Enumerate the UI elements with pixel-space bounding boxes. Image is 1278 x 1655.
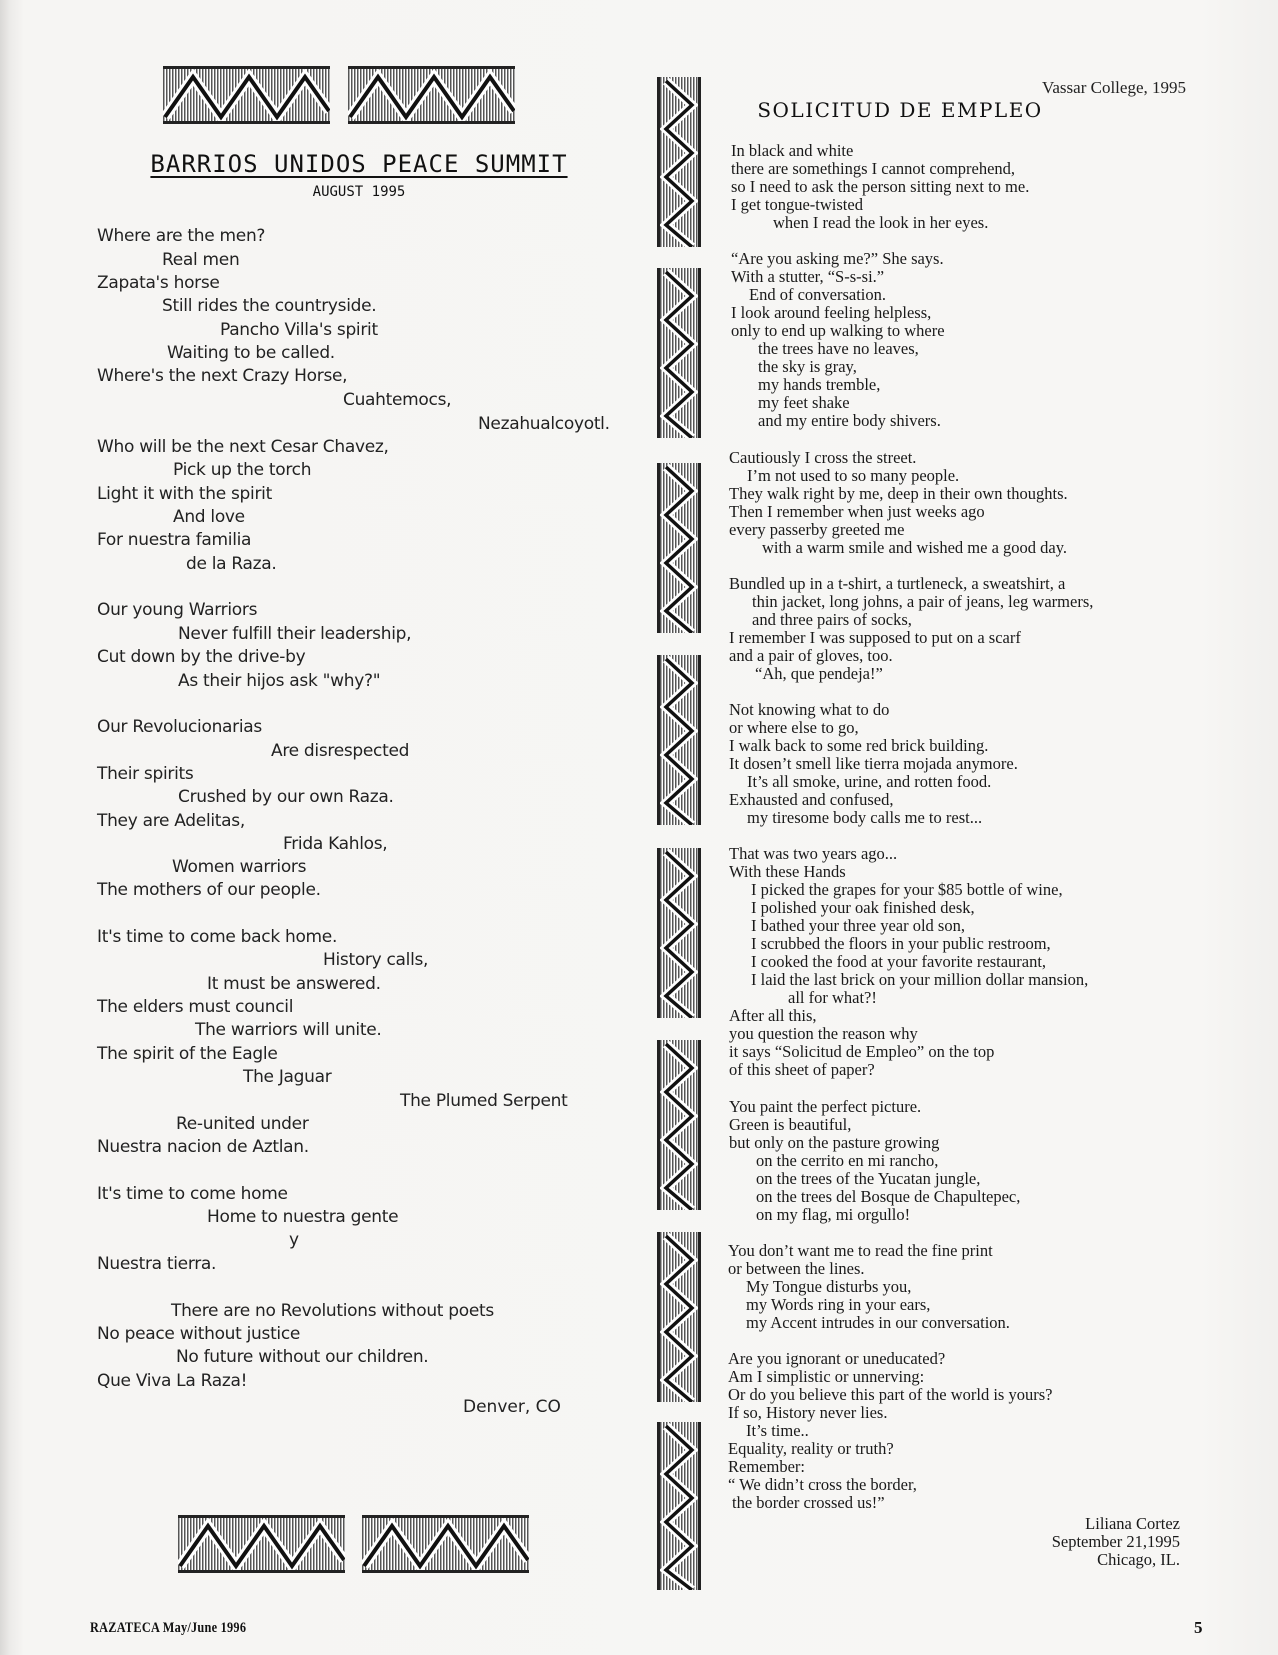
poem-line: History calls, xyxy=(323,950,429,970)
poem-line: Their spirits xyxy=(97,764,194,784)
poem-line: It's time to come back home. xyxy=(97,927,338,947)
poem-line: As their hijos ask "why?" xyxy=(178,671,381,691)
poem-line: so I need to ask the person sitting next to me. xyxy=(731,177,1030,196)
poem-line: and three pairs of socks, xyxy=(752,610,912,629)
poem-line: It must be answered. xyxy=(207,974,381,994)
poem-line: Cut down by the drive-by xyxy=(97,647,306,667)
poem-line: I polished your oak finished desk, xyxy=(751,898,975,917)
poem-line: The Jaguar xyxy=(243,1067,332,1087)
poem-line: Real men xyxy=(162,250,240,270)
poem-line: Nuestra nacion de Aztlan. xyxy=(97,1137,309,1157)
poem-line: Zapata's horse xyxy=(97,273,220,293)
poem-line: With a stutter, “S-s-si.” xyxy=(731,267,885,286)
poem-line: I walk back to some red brick building. xyxy=(729,736,989,755)
poem-line: “Are you asking me?” She says. xyxy=(731,249,944,268)
poem-line: “ We didn’t cross the border, xyxy=(728,1475,917,1494)
poem-line: You paint the perfect picture. xyxy=(729,1097,922,1116)
poem-line: With these Hands xyxy=(729,862,846,881)
poem-line: on my flag, mi orgullo! xyxy=(756,1205,911,1224)
poem-line: Waiting to be called. xyxy=(167,343,335,363)
poem-line: Que Viva La Raza! xyxy=(97,1371,248,1391)
poem-line: Not knowing what to do xyxy=(729,700,890,719)
poem-line: my feet shake xyxy=(758,393,850,412)
poem-line: For nuestra familia xyxy=(97,530,252,550)
poem-line: No peace without justice xyxy=(97,1324,301,1344)
poem-line: “Ah, que pendeja!” xyxy=(755,664,883,683)
author-date: September 21,1995 xyxy=(1051,1532,1180,1551)
vertical-border-pattern-6 xyxy=(657,1040,701,1210)
vertical-border-pattern-4 xyxy=(657,655,701,825)
poem-line: every passerby greeted me xyxy=(729,520,905,539)
poem-line: Never fulfill their leadership, xyxy=(178,624,412,644)
poem-line: Pancho Villa's spirit xyxy=(220,320,378,340)
poem-line: The spirit of the Eagle xyxy=(97,1044,278,1064)
poem-line: Are you ignorant or uneducated? xyxy=(728,1349,946,1368)
poem-line: The Plumed Serpent xyxy=(400,1091,568,1111)
poem-line: Or do you believe this part of the world is yours? xyxy=(728,1385,1053,1404)
poem-line: Equality, reality or truth? xyxy=(728,1439,894,1458)
poem-line: the border crossed us!” xyxy=(732,1493,885,1512)
poem-line: I scrubbed the floors in your public restroom, xyxy=(751,934,1051,953)
poem-line: It dosen’t smell like tierra mojada anymore. xyxy=(729,754,1018,773)
poem-line: the sky is gray, xyxy=(758,357,857,376)
poem-line: I laid the last brick on your million dollar mansion, xyxy=(751,970,1089,989)
poem-line: It’s time.. xyxy=(746,1421,809,1440)
poem-line: y xyxy=(289,1230,299,1250)
poem-line: My Tongue disturbs you, xyxy=(746,1277,912,1296)
poem-line: I remember I was supposed to put on a scarf xyxy=(729,628,1021,647)
poem-line: They are Adelitas, xyxy=(97,811,245,831)
poem-line: or where else to go, xyxy=(729,718,859,737)
poem-line: Exhausted and confused, xyxy=(729,790,894,809)
poem-line: on the cerrito en mi rancho, xyxy=(756,1151,939,1170)
poem-line: I get tongue-twisted xyxy=(731,195,863,214)
poem-line: Cuahtemocs, xyxy=(343,390,452,410)
vertical-border-pattern-2 xyxy=(657,268,701,438)
poem-line: Cautiously I cross the street. xyxy=(729,448,917,467)
poem-line: my Words ring in your ears, xyxy=(746,1295,931,1314)
poem-line: In black and white xyxy=(731,141,854,160)
poem-line: and my entire body shivers. xyxy=(758,411,941,430)
poem-line: Crushed by our own Raza. xyxy=(178,787,394,807)
author-city: Chicago, IL. xyxy=(1097,1550,1180,1569)
poem-line: I picked the grapes for your $85 bottle of wine, xyxy=(751,880,1063,899)
poem-line: Light it with the spirit xyxy=(97,484,272,504)
poem-line: thin jacket, long johns, a pair of jeans, leg warmers, xyxy=(752,592,1094,611)
poem-line: my tiresome body calls me to rest... xyxy=(747,808,983,827)
publication-footer: RAZATECA May/June 1996 xyxy=(90,1620,247,1636)
poem-line: all for what?! xyxy=(788,988,877,1007)
poem-line: The warriors will unite. xyxy=(195,1020,382,1040)
poem-line: Our Revolucionarias xyxy=(97,717,262,737)
poem-line: Nezahualcoyotl. xyxy=(478,414,610,434)
poem-line: but only on the pasture growing xyxy=(729,1133,940,1152)
poem-line: Are disrespected xyxy=(271,741,410,761)
vertical-border-pattern-3 xyxy=(657,463,701,633)
poem-line: Green is beautiful, xyxy=(729,1115,852,1134)
poem-line: Bundled up in a t-shirt, a turtleneck, a sweatshirt, a xyxy=(729,574,1066,593)
poem-line: the trees have no leaves, xyxy=(758,339,919,358)
left-poem-location: Denver, CO xyxy=(463,1397,561,1417)
poem-line: Then I remember when just weeks ago xyxy=(729,502,985,521)
poem-line: only to end up walking to where xyxy=(731,321,945,340)
poem-line: Women warriors xyxy=(172,857,307,877)
poem-line: After all this, xyxy=(729,1006,817,1025)
poem-line: And love xyxy=(173,507,245,527)
poem-line: my Accent intrudes in our conversation. xyxy=(746,1313,1010,1332)
poem-line: Frida Kahlos, xyxy=(283,834,388,854)
poem-line: Who will be the next Cesar Chavez, xyxy=(97,437,389,457)
author-name: Liliana Cortez xyxy=(1085,1514,1180,1533)
poem-line: with a warm smile and wished me a good day. xyxy=(762,538,1068,557)
vertical-border-pattern-1 xyxy=(657,77,701,247)
poem-line: Home to nuestra gente xyxy=(207,1207,399,1227)
poem-line: my hands tremble, xyxy=(758,375,881,394)
poem-line: Where's the next Crazy Horse, xyxy=(97,366,348,386)
poem-line: Am I simplistic or unnerving: xyxy=(728,1367,925,1386)
page-number: 5 xyxy=(1194,1618,1203,1637)
poem-line: There are no Revolutions without poets xyxy=(171,1301,494,1321)
poem-line: there are somethings I cannot comprehend, xyxy=(731,159,1016,178)
poem-line: on the trees del Bosque de Chapultepec, xyxy=(756,1187,1021,1206)
right-poem-title: SOLICITUD DE EMPLEO xyxy=(757,98,1043,122)
poem-line: No future without our children. xyxy=(176,1347,429,1367)
poem-line: and a pair of gloves, too. xyxy=(729,646,893,665)
poem-line: of this sheet of paper? xyxy=(729,1060,875,1079)
bottom-left-border-pattern-2 xyxy=(362,1515,529,1573)
bottom-left-border-pattern-1 xyxy=(178,1515,345,1573)
poem-line: That was two years ago... xyxy=(729,844,898,863)
poem-line: I look around feeling helpless, xyxy=(731,303,932,322)
left-poem-title: BARRIOS UNIDOS PEACE SUMMIT xyxy=(150,150,568,178)
poem-line: I’m not used to so many people. xyxy=(747,466,960,485)
poem-line: I cooked the food at your favorite restaurant, xyxy=(751,952,1047,971)
poem-line: it says “Solicitud de Empleo” on the top xyxy=(729,1042,995,1061)
poem-line: If so, History never lies. xyxy=(728,1403,888,1422)
poem-line: you question the reason why xyxy=(729,1024,918,1043)
poem-line: Where are the men? xyxy=(97,226,266,246)
poem-line: Pick up the torch xyxy=(173,460,312,480)
left-poem-date: AUGUST 1995 xyxy=(312,184,406,200)
vertical-border-pattern-8 xyxy=(657,1422,701,1590)
poem-line: on the trees of the Yucatan jungle, xyxy=(756,1169,981,1188)
poem-line: End of conversation. xyxy=(749,285,887,304)
poem-line: They walk right by me, deep in their own thoughts. xyxy=(729,484,1068,503)
poem-line: Nuestra tierra. xyxy=(97,1254,217,1274)
vertical-border-pattern-7 xyxy=(657,1232,701,1402)
poem-line: The elders must council xyxy=(97,997,294,1017)
vertical-border-pattern-5 xyxy=(657,848,701,1018)
poem-line: or between the lines. xyxy=(728,1259,865,1278)
poem-line: Still rides the countryside. xyxy=(162,296,377,316)
poem-line: when I read the look in her eyes. xyxy=(773,213,989,232)
poem-line: You don’t want me to read the fine print xyxy=(728,1241,993,1260)
poem-line: It's time to come home xyxy=(97,1184,288,1204)
right-poem-venue: Vassar College, 1995 xyxy=(1041,78,1186,97)
poem-line: I bathed your three year old son, xyxy=(751,916,965,935)
poem-line: Re-united under xyxy=(176,1114,309,1134)
poem-line: de la Raza. xyxy=(186,554,277,574)
poem-line: Our young Warriors xyxy=(97,600,258,620)
poem-line: It’s all smoke, urine, and rotten food. xyxy=(747,772,992,791)
poem-line: The mothers of our people. xyxy=(97,880,321,900)
poem-line: Remember: xyxy=(728,1457,805,1476)
